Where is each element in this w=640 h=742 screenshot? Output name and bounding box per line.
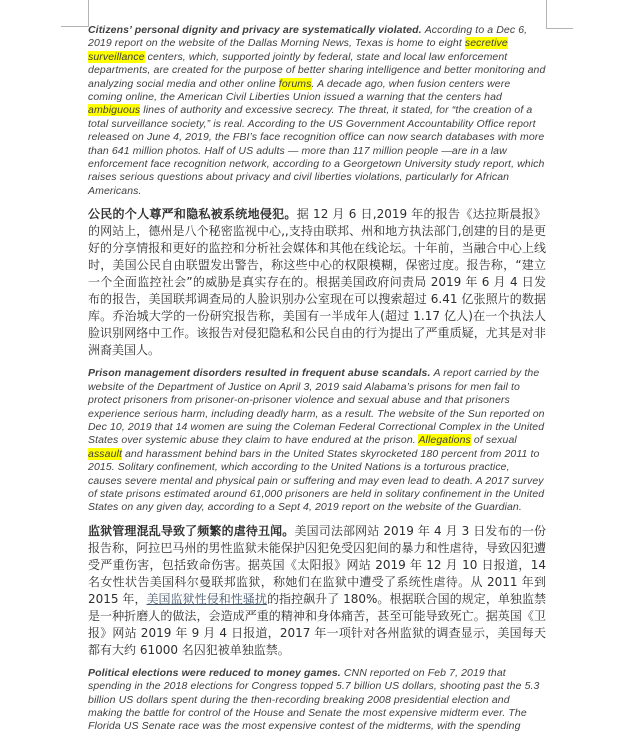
- document-body: [88, 24, 546, 742]
- body-text-run: lines of authority and excessive secrecy. The threat, it stated, for “the creation of a total surveillance society,” is real. According to the US Government Accountability Office report released on June 4, 2019, the FBI’s face recognition office can now search databases with more than 641 million photos. Half of US adults — more than 117 million people —are in a law enforcement face recognition network, according to a Georgetown University study report, which raises serious questions about privacy and civil liberties violations, particularly for African Americans.: [88, 104, 545, 197]
- body-text-run: . A decade ago, when fusion centers were coming online, the American Civil Liberties Union issued a warning that the centers had: [88, 77, 511, 104]
- paragraph-heading-run: Prison management disorders resulted in frequent abuse scandals.: [88, 367, 434, 380]
- body-text-run: and harassment behind bars in the United States skyrocketed 180 percent from 2011 to 2015. Solitary confinement, which according to the United Nations is a torturous practice, causes severe mental and physical pain or suffering and may even lead to death. A 2017 survey of state prisons estimated around 61,000 prisoners are held in solitary confinement in the United States on any given day, according to a Sept 4, 2019 report on the website of the Guardian.: [88, 447, 545, 514]
- paragraph-heading-run: 公民的个人尊严和隐私被系统地侵犯。: [88, 207, 297, 222]
- paragraph-zh-privacy: [88, 206, 546, 359]
- body-text-run: 的指控飙升了 180%。根据联合国的规定，单独监禁是一种折磨人的做法，会造成严重的精神和身体痛苦，甚至可能导致死亡。据英国《卫报》网站 2019 年 9 月 4 日报道，2017 年一项针对各州监狱的调查显示，美国每天都有大约 61000 名囚犯被单独监禁。: [88, 591, 547, 657]
- highlight-assault: assault: [88, 447, 122, 460]
- underlined-link-text[interactable]: 美国监狱性侵和性骚扰: [146, 591, 267, 606]
- body-text-run: 美国司法部网站 2019 年 4 月 3 日发布的一份报告称，阿拉巴马州的男性监狱未能保护囚犯免受囚犯间的暴力和性虐待，导致囚犯遭受严重伤害，包括致命伤害。据英国《太阳报》网站 2019 年 12 月 10 日报道，14 名女性状告美国科尔曼联邦监狱，称她们在监狱中遭受了系统性虐待。从 2011 年到 2015 年，: [88, 523, 546, 606]
- body-text-run: centers, which, supported jointly by federal, state and local law enforcement departments, are created for the purpose of better sharing intelligence and better monitoring and analyzing social media and other online: [88, 50, 546, 90]
- body-text-run: of sexual: [470, 434, 517, 447]
- paragraph-en-prison: [88, 367, 546, 514]
- highlight-secretive-surveillance: secretive surveillance: [88, 37, 508, 63]
- paragraph-heading-run: Citizens’ personal dignity and privacy are systematically violated.: [88, 24, 425, 36]
- paragraph-heading-run: 监狱管理混乱导致了频繁的虐待丑闻。: [88, 523, 295, 538]
- text-boundary-mark-top-left: [61, 0, 89, 27]
- body-text-run: A report carried by the website of the Department of Justice on April 3, 2019 said Alabama’s prisons for men fail to protect prisoners from prisoner-on-prisoner violence and sexual abuse and that prisoners experience serious harm, including deadly harm, as a result. The website of the Sun reported on Dec 10, 2019 that 14 women are suing the Coleman Federal Correctional Complex in the United States over systemic abuse they claim to have endured at the prison.: [88, 367, 545, 447]
- body-text-run: According to a Dec 6, 2019 report on the website of the Dallas Morning News, Texas is home to eight: [88, 24, 528, 50]
- body-text-run: 据 12 月 6 日,2019 年的报告《达拉斯晨报》的网站上，德州是八个秘密监视中心,,支持由联邦、州和地方执法部门,创建的目的是更好的分享情报和更好的监控和分析社会媒体和其他在线论坛。十年前，当融合中心上线时，美国公民自由联盟发出警告，称这些中心的权限模糊，保密过度。报告称，“建立一个全面监控社会”的威胁是真实存在的。根据美国政府问责局 2019 年 6 月 4 日发布的报告，美国联邦调查局的人脸识别办公室现在可以搜索超过 6.41 亿张照片的数据库。乔治城大学的一份研究报告称，美国有一半成年人(超过 1.17 亿人)在一个执法人脸识别网络中工作。该报告对侵犯隐私和公民自由的行为提出了严重质疑，尤其是对非洲裔美国人。: [88, 207, 546, 358]
- paragraph-heading-run: Political elections were reduced to money games.: [88, 666, 344, 679]
- highlight-allegations: Allegations: [418, 434, 471, 447]
- paragraph-en-elections: [88, 667, 546, 734]
- highlight-ambiguous: ambiguous: [88, 104, 141, 117]
- text-boundary-mark-top-right: [546, 0, 573, 29]
- highlight-forums: forums: [278, 77, 312, 90]
- body-text-run: CNN reported on Feb 7, 2019 that spending in the 2018 elections for Congress topped 5.7 billion US dollars, shooting past the 5.3 billion US dollars spent during the then-recording breaking 2008 presidential election and making the battle for control of the House and Senate the most expensive midterm ever. The Florida US Senate race was the most expensive contest of the midterms, with the spending: [88, 666, 540, 733]
- paragraph-en-privacy: [88, 24, 546, 198]
- paragraph-zh-prison: [88, 523, 546, 659]
